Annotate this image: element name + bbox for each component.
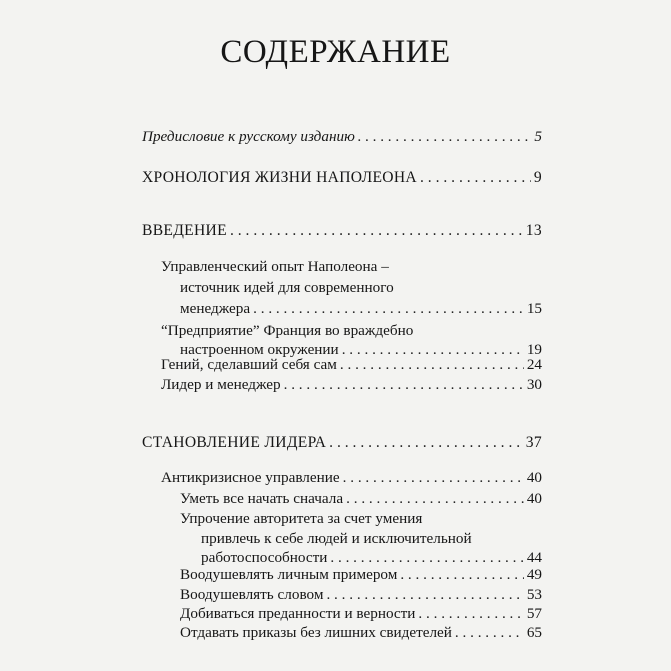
toc-page-number: 5: [534, 128, 542, 145]
toc-page-number: 9: [533, 169, 542, 186]
toc-entry-label: ХРОНОЛОГИЯ ЖИЗНИ НАПОЛЕОНА: [142, 169, 417, 186]
toc-entry-chronology: [142, 169, 542, 187]
leader-dots: [420, 169, 531, 187]
toc-entry-start-over: [180, 490, 542, 508]
toc-page-number: 65: [526, 624, 542, 641]
toc-entry-line: источник идей для современного: [180, 279, 394, 296]
leader-dots: [230, 222, 523, 240]
leader-dots: [326, 586, 523, 604]
toc-entry-label: СТАНОВЛЕНИЕ ЛИДЕРА: [142, 434, 327, 451]
toc-entry-line: Управленческий опыт Наполеона –: [161, 258, 389, 275]
leader-dots: [346, 490, 524, 508]
toc-entry-label: Предисловие к русскому изданию: [142, 128, 355, 145]
toc-entry-crisis-management: [161, 469, 542, 487]
toc-page-number: 24: [526, 356, 542, 373]
toc-entry-label: ВВЕДЕНИЕ: [142, 222, 227, 239]
toc-page-number: 40: [526, 490, 542, 507]
toc-entry-label: Лидер и менеджер: [161, 376, 281, 393]
leader-dots: [455, 624, 524, 642]
toc-page-number: 19: [526, 341, 542, 358]
toc-entry-authority: [201, 549, 542, 567]
toc-entry-inspire-word: [180, 586, 542, 604]
toc-entry-label: Уметь все начать сначала: [180, 490, 344, 507]
toc-entry-personal-example: [180, 566, 542, 584]
leader-dots: [358, 128, 532, 146]
toc-page-number: 30: [526, 376, 542, 393]
toc-page-number: 13: [525, 222, 542, 239]
toc-entry-label: менеджера: [180, 300, 251, 317]
toc-entry-becoming-leader: [142, 434, 542, 452]
leader-dots: [418, 605, 523, 623]
toc-page-number: 44: [526, 549, 542, 566]
leader-dots: [400, 566, 523, 584]
toc-entry-label: Антикризисное управление: [161, 469, 340, 486]
toc-entry-label: работоспособности: [201, 549, 328, 566]
toc-entry-orders: [180, 624, 542, 642]
toc-entry-label: Отдавать приказы без лишних свидетелей: [180, 624, 452, 641]
toc-entry-loyalty: [180, 605, 542, 623]
leader-dots: [343, 469, 524, 487]
toc-entry-line: “Предприятие” Франция во враждебно: [161, 322, 414, 339]
toc-entry-introduction: [142, 222, 542, 240]
toc-entry-label: Воодушевлять словом: [180, 586, 324, 603]
leader-dots: [340, 356, 524, 374]
leader-dots: [329, 434, 523, 452]
leader-dots: [253, 300, 524, 318]
leader-dots: [284, 376, 524, 394]
toc-entry-line: Упрочение авторитета за счет умения: [180, 510, 423, 527]
toc-entry-label: Гений, сделавший себя сам: [161, 356, 337, 373]
toc-entry-self-made-genius: [161, 356, 542, 374]
toc-entry-line: привлечь к себе людей и исключительной: [201, 530, 472, 547]
toc-page-number: 37: [525, 434, 542, 451]
toc-page-number: 40: [526, 469, 542, 486]
toc-entry-preface: [142, 128, 542, 146]
toc-entry-leader-manager: [161, 376, 542, 394]
toc-entry-label: Воодушевлять личным примером: [180, 566, 398, 583]
toc-entry-label: Добиваться преданности и верности: [180, 605, 416, 622]
toc-page-number: 15: [526, 300, 542, 317]
toc-entry-napoleon-experience: [180, 300, 542, 318]
toc-entry-label: настроенном окружении: [180, 341, 339, 358]
leader-dots: [330, 549, 523, 567]
toc-page-number: 57: [526, 605, 542, 622]
toc-page-number: 53: [526, 586, 542, 603]
toc-page-number: 49: [526, 566, 542, 583]
page-title: СОДЕРЖАНИЕ: [220, 34, 451, 70]
